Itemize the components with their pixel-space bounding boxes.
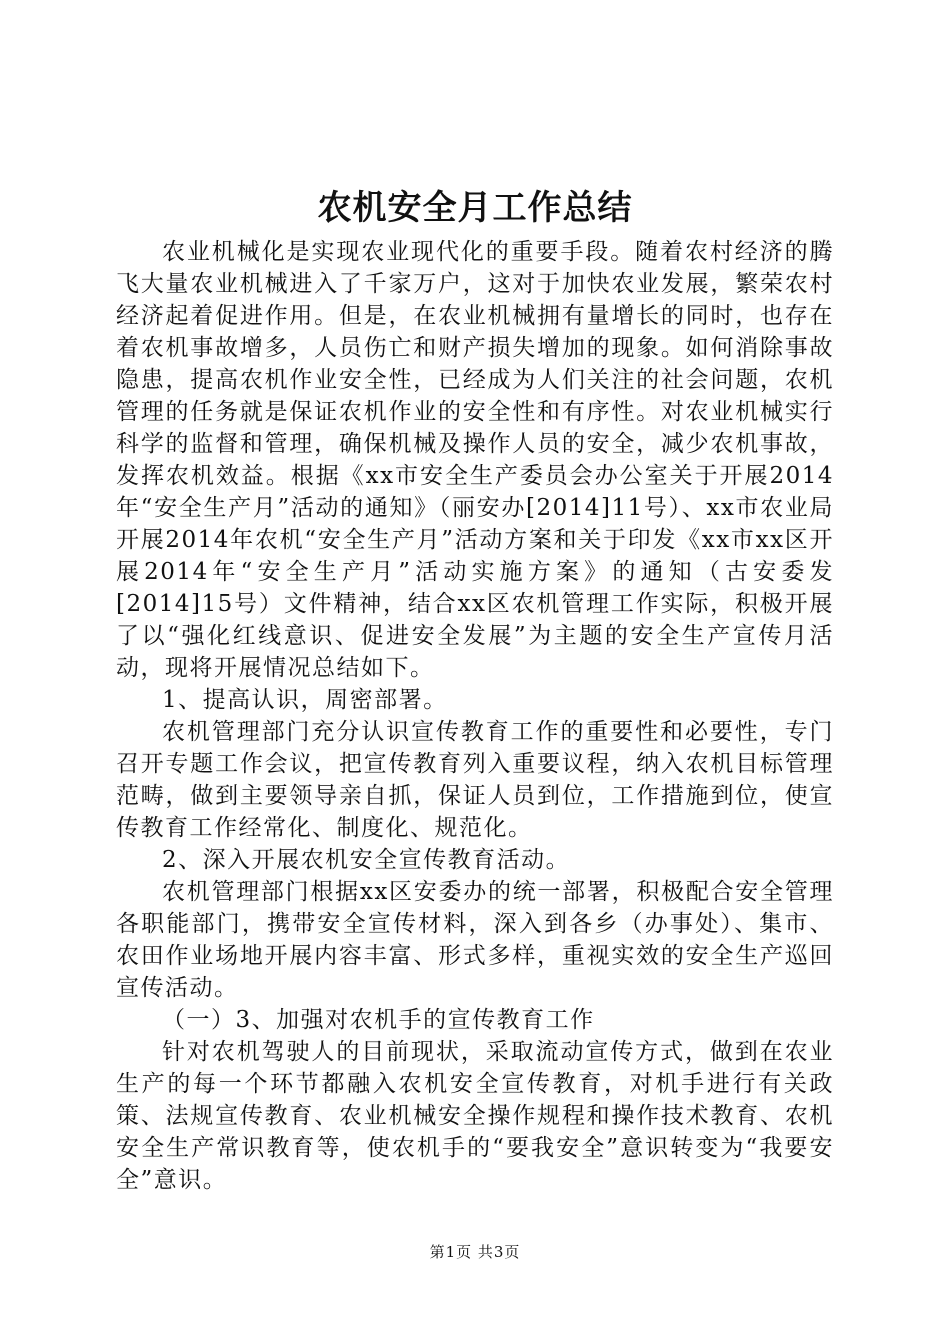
section-heading-3: （一）3、加强对农机手的宣传教育工作 xyxy=(162,1007,595,1033)
section-heading-1: 1、提高认识，周密部署。 xyxy=(162,687,448,713)
paragraph-section-3: 针对农机驾驶人的目前现状，采取流动宣传方式，做到在农业生产的每一个环节都融入农机安全宣传教育，对机手进行有关政策、法规宣传教育、农业机械安全操作规程和操作技术教育、农机安全生产常识教育等，使农机手的“要我安全”意识转变为“我要安全”意识。 xyxy=(116,1039,834,1193)
paragraph-section-2: 农机管理部门根据xx区安委办的统一部署，积极配合安全管理各职能部门，携带安全宣传材料，深入到各乡（办事处）、集市、农田作业场地开展内容丰富、形式多样，重视实效的安全生产巡回宣传活动。 xyxy=(116,879,834,1001)
document-body xyxy=(116,236,834,1196)
page-footer: 第1页 共3页 xyxy=(429,1243,521,1261)
page-title: 农机安全月工作总结 xyxy=(317,188,633,228)
paragraph-section-1: 农机管理部门充分认识宣传教育工作的重要性和必要性，专门召开专题工作会议，把宣传教育列入重要议程，纳入农机目标管理范畴，做到主要领导亲自抓，保证人员到位，工作措施到位，使宣传教育工作经常化、制度化、规范化。 xyxy=(116,719,834,841)
paragraph-intro: 农业机械化是实现农业现代化的重要手段。随着农村经济的腾飞大量农业机械进入了千家万户，这对于加快农业发展，繁荣农村经济起着促进作用。但是，在农业机械拥有量增长的同时，也存在着农机事故增多，人员伤亡和财产损失增加的现象。如何消除事故隐患，提高农机作业安全性，已经成为人们关注的社会问题，农机管理的任务就是保证农机作业的安全性和有序性。对农业机械实行科学的监督和管理，确保机械及操作人员的安全，减少农机事故，发挥农机效益。根据《xx市安全生产委员会办公室关于开展2014年“安全生产月”活动的通知》（丽安办[2014]11号）、xx市农业局开展2014年农机“安全生产月”活动方案和关于印发《xx市xx区开展2014年“安全生产月”活动实施方案》的通知（古安委发[2014]15号）文件精神，结合xx区农机管理工作实际，积极开展了以“强化红线意识、促进安全发展”为主题的安全生产宣传月活动，现将开展情况总结如下。 xyxy=(116,239,834,681)
section-heading-2: 2、深入开展农机安全宣传教育活动。 xyxy=(162,847,571,873)
